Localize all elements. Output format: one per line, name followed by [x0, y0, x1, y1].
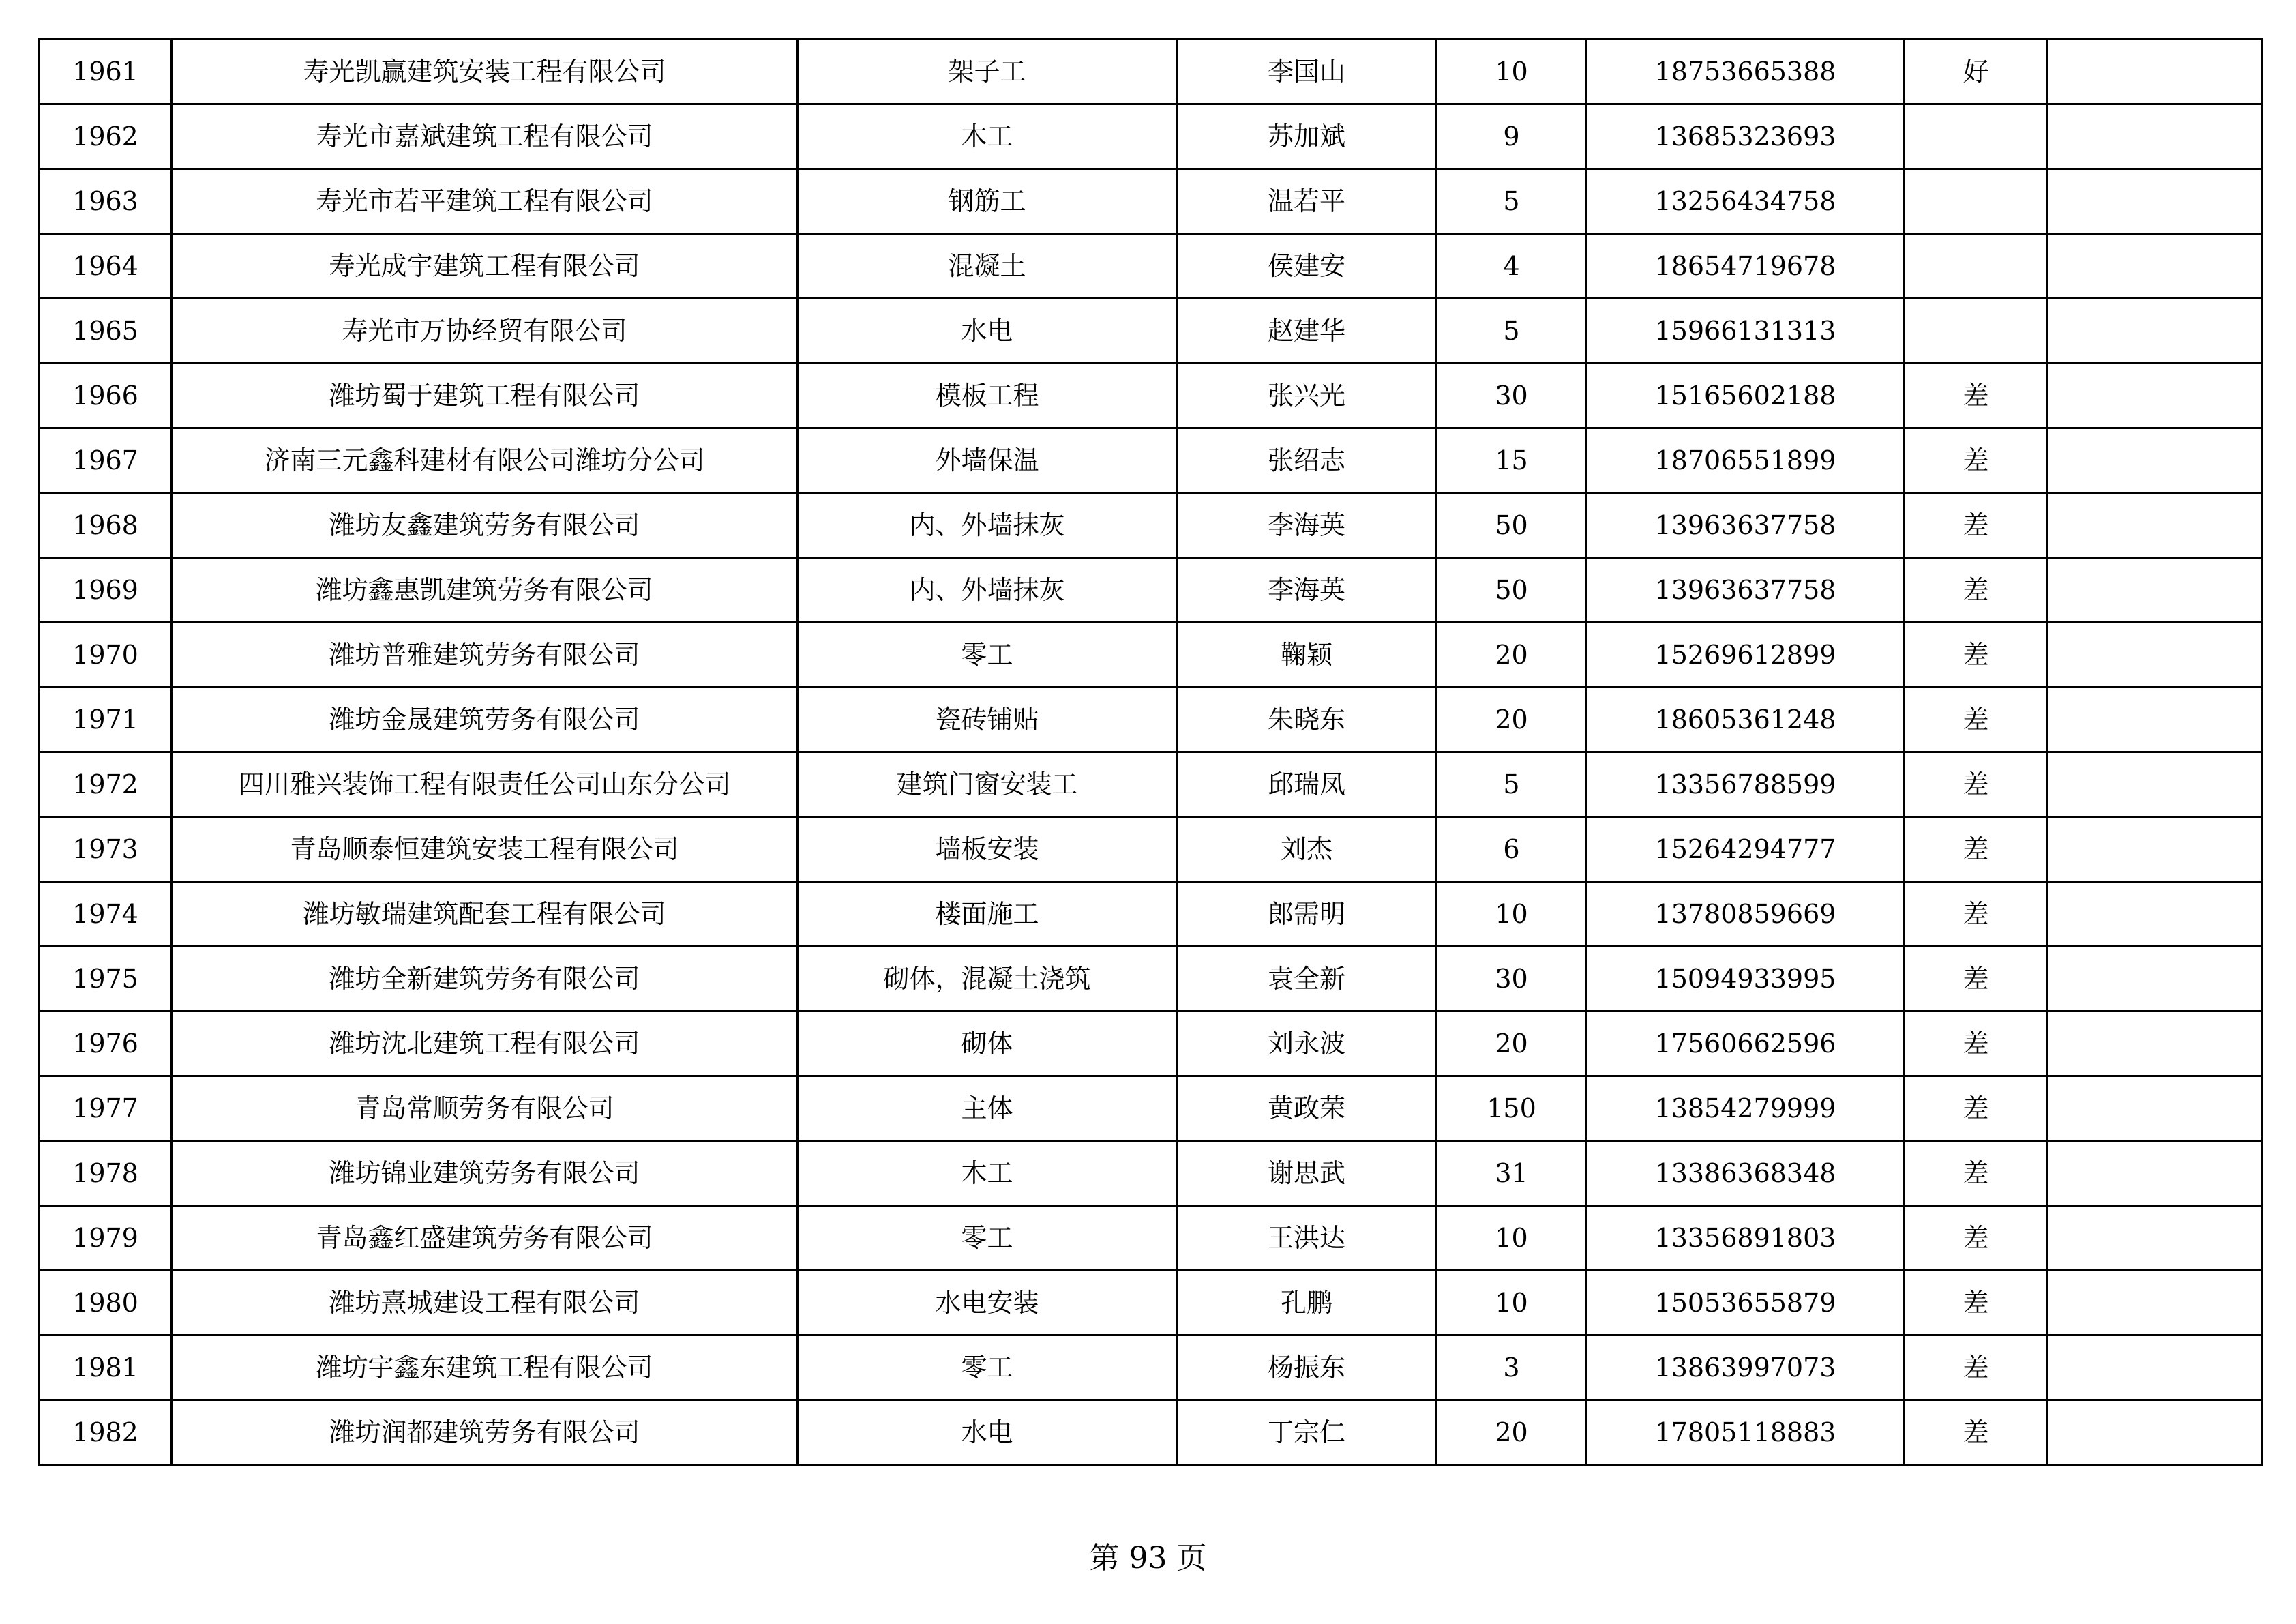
note-cell	[2048, 817, 2263, 882]
worker-count-cell: 5	[1437, 169, 1587, 234]
rating-cell: 差	[1905, 1012, 2048, 1076]
note-cell	[2048, 1141, 2263, 1206]
company-name-cell: 寿光市若平建筑工程有限公司	[172, 169, 798, 234]
contact-person-cell: 李海英	[1177, 493, 1437, 558]
rating-cell: 差	[1905, 947, 2048, 1012]
company-name-cell: 寿光市嘉斌建筑工程有限公司	[172, 104, 798, 169]
company-name-cell: 潍坊敏瑞建筑配套工程有限公司	[172, 882, 798, 947]
note-cell	[2048, 1271, 2263, 1335]
phone-number-cell: 13685323693	[1587, 104, 1905, 169]
trade-cell: 水电	[798, 299, 1177, 364]
trade-cell: 楼面施工	[798, 882, 1177, 947]
table-row	[40, 169, 2263, 234]
table-row	[40, 299, 2263, 364]
table-row	[40, 428, 2263, 493]
worker-count-cell: 9	[1437, 104, 1587, 169]
rating-cell: 好	[1905, 40, 2048, 104]
worker-count-cell: 20	[1437, 623, 1587, 688]
row-number-cell: 1971	[40, 688, 172, 752]
worker-count-cell: 10	[1437, 40, 1587, 104]
contact-person-cell: 温若平	[1177, 169, 1437, 234]
company-name-cell: 四川雅兴装饰工程有限责任公司山东分公司	[172, 752, 798, 817]
worker-count-cell: 15	[1437, 428, 1587, 493]
note-cell	[2048, 882, 2263, 947]
rating-cell: 差	[1905, 623, 2048, 688]
contact-person-cell: 李海英	[1177, 558, 1437, 623]
contact-person-cell: 李国山	[1177, 40, 1437, 104]
table-body	[40, 40, 2263, 1465]
phone-number-cell: 15053655879	[1587, 1271, 1905, 1335]
table-row	[40, 364, 2263, 428]
row-number-cell: 1961	[40, 40, 172, 104]
company-name-cell: 潍坊宇鑫东建筑工程有限公司	[172, 1335, 798, 1400]
trade-cell: 内、外墙抹灰	[798, 558, 1177, 623]
phone-number-cell: 15966131313	[1587, 299, 1905, 364]
row-number-cell: 1974	[40, 882, 172, 947]
worker-count-cell: 50	[1437, 558, 1587, 623]
contact-person-cell: 刘杰	[1177, 817, 1437, 882]
trade-cell: 内、外墙抹灰	[798, 493, 1177, 558]
row-number-cell: 1967	[40, 428, 172, 493]
note-cell	[2048, 558, 2263, 623]
rating-cell: 差	[1905, 817, 2048, 882]
note-cell	[2048, 169, 2263, 234]
contact-person-cell: 张绍志	[1177, 428, 1437, 493]
worker-count-cell: 20	[1437, 1400, 1587, 1465]
row-number-cell: 1978	[40, 1141, 172, 1206]
row-number-cell: 1964	[40, 234, 172, 299]
contact-person-cell: 黄政荣	[1177, 1076, 1437, 1141]
worker-count-cell: 10	[1437, 1271, 1587, 1335]
row-number-cell: 1965	[40, 299, 172, 364]
company-name-cell: 潍坊普雅建筑劳务有限公司	[172, 623, 798, 688]
worker-count-cell: 5	[1437, 299, 1587, 364]
note-cell	[2048, 234, 2263, 299]
rating-cell	[1905, 104, 2048, 169]
trade-cell: 零工	[798, 623, 1177, 688]
rating-cell: 差	[1905, 428, 2048, 493]
rating-cell: 差	[1905, 1141, 2048, 1206]
phone-number-cell: 18753665388	[1587, 40, 1905, 104]
note-cell	[2048, 493, 2263, 558]
worker-count-cell: 5	[1437, 752, 1587, 817]
company-name-cell: 青岛顺泰恒建筑安装工程有限公司	[172, 817, 798, 882]
phone-number-cell: 13356891803	[1587, 1206, 1905, 1271]
table-row	[40, 947, 2263, 1012]
rating-cell: 差	[1905, 1206, 2048, 1271]
note-cell	[2048, 752, 2263, 817]
row-number-cell: 1963	[40, 169, 172, 234]
document-sheet	[38, 38, 2261, 1466]
trade-cell: 零工	[798, 1206, 1177, 1271]
company-name-cell: 寿光凯赢建筑安装工程有限公司	[172, 40, 798, 104]
table-row	[40, 558, 2263, 623]
rating-cell: 差	[1905, 558, 2048, 623]
row-number-cell: 1970	[40, 623, 172, 688]
contact-person-cell: 朱晓东	[1177, 688, 1437, 752]
row-number-cell: 1977	[40, 1076, 172, 1141]
table-row	[40, 234, 2263, 299]
contact-person-cell: 鞠颖	[1177, 623, 1437, 688]
phone-number-cell: 15094933995	[1587, 947, 1905, 1012]
row-number-cell: 1972	[40, 752, 172, 817]
note-cell	[2048, 623, 2263, 688]
rating-cell: 差	[1905, 1271, 2048, 1335]
worker-count-cell: 6	[1437, 817, 1587, 882]
phone-number-cell: 13863997073	[1587, 1335, 1905, 1400]
phone-number-cell: 17805118883	[1587, 1400, 1905, 1465]
rating-cell	[1905, 234, 2048, 299]
table-row	[40, 623, 2263, 688]
trade-cell: 模板工程	[798, 364, 1177, 428]
worker-count-cell: 20	[1437, 688, 1587, 752]
note-cell	[2048, 1400, 2263, 1465]
rating-cell: 差	[1905, 1076, 2048, 1141]
trade-cell: 主体	[798, 1076, 1177, 1141]
trade-cell: 零工	[798, 1335, 1177, 1400]
phone-number-cell: 13854279999	[1587, 1076, 1905, 1141]
phone-number-cell: 18605361248	[1587, 688, 1905, 752]
phone-number-cell: 15264294777	[1587, 817, 1905, 882]
rating-cell: 差	[1905, 1335, 2048, 1400]
row-number-cell: 1980	[40, 1271, 172, 1335]
trade-cell: 木工	[798, 1141, 1177, 1206]
trade-cell: 建筑门窗安装工	[798, 752, 1177, 817]
phone-number-cell: 13963637758	[1587, 558, 1905, 623]
trade-cell: 水电安装	[798, 1271, 1177, 1335]
note-cell	[2048, 364, 2263, 428]
row-number-cell: 1976	[40, 1012, 172, 1076]
phone-number-cell: 18654719678	[1587, 234, 1905, 299]
table-row	[40, 1206, 2263, 1271]
table-row	[40, 1335, 2263, 1400]
company-name-cell: 青岛常顺劳务有限公司	[172, 1076, 798, 1141]
contact-person-cell: 赵建华	[1177, 299, 1437, 364]
trade-cell: 钢筋工	[798, 169, 1177, 234]
contact-person-cell: 刘永波	[1177, 1012, 1437, 1076]
company-name-cell: 潍坊鑫惠凯建筑劳务有限公司	[172, 558, 798, 623]
rating-cell	[1905, 169, 2048, 234]
company-name-cell: 潍坊金晟建筑劳务有限公司	[172, 688, 798, 752]
table-row	[40, 688, 2263, 752]
company-name-cell: 寿光市万协经贸有限公司	[172, 299, 798, 364]
worker-count-cell: 31	[1437, 1141, 1587, 1206]
rating-cell: 差	[1905, 493, 2048, 558]
table-row	[40, 493, 2263, 558]
trade-cell: 墙板安装	[798, 817, 1177, 882]
contact-person-cell: 丁宗仁	[1177, 1400, 1437, 1465]
contact-person-cell: 郎需明	[1177, 882, 1437, 947]
contact-person-cell: 孔鹏	[1177, 1271, 1437, 1335]
trade-cell: 水电	[798, 1400, 1177, 1465]
worker-count-cell: 20	[1437, 1012, 1587, 1076]
rating-cell: 差	[1905, 882, 2048, 947]
company-name-cell: 潍坊全新建筑劳务有限公司	[172, 947, 798, 1012]
worker-count-cell: 10	[1437, 882, 1587, 947]
row-number-cell: 1981	[40, 1335, 172, 1400]
rating-cell: 差	[1905, 364, 2048, 428]
table-row	[40, 752, 2263, 817]
note-cell	[2048, 688, 2263, 752]
row-number-cell: 1973	[40, 817, 172, 882]
table-row	[40, 40, 2263, 104]
note-cell	[2048, 104, 2263, 169]
worker-count-cell: 30	[1437, 947, 1587, 1012]
trade-cell: 砌体	[798, 1012, 1177, 1076]
company-name-cell: 潍坊熹城建设工程有限公司	[172, 1271, 798, 1335]
company-name-cell: 青岛鑫红盛建筑劳务有限公司	[172, 1206, 798, 1271]
row-number-cell: 1962	[40, 104, 172, 169]
rating-cell: 差	[1905, 1400, 2048, 1465]
worker-count-cell: 150	[1437, 1076, 1587, 1141]
table-row	[40, 1012, 2263, 1076]
rating-cell: 差	[1905, 752, 2048, 817]
trade-cell: 砌体，混凝土浇筑	[798, 947, 1177, 1012]
trade-cell: 木工	[798, 104, 1177, 169]
note-cell	[2048, 1206, 2263, 1271]
note-cell	[2048, 1012, 2263, 1076]
phone-number-cell: 13963637758	[1587, 493, 1905, 558]
note-cell	[2048, 40, 2263, 104]
note-cell	[2048, 1076, 2263, 1141]
company-name-cell: 潍坊蜀于建筑工程有限公司	[172, 364, 798, 428]
row-number-cell: 1975	[40, 947, 172, 1012]
phone-number-cell: 15269612899	[1587, 623, 1905, 688]
phone-number-cell: 13356788599	[1587, 752, 1905, 817]
trade-cell: 架子工	[798, 40, 1177, 104]
table-row	[40, 104, 2263, 169]
contact-person-cell: 侯建安	[1177, 234, 1437, 299]
row-number-cell: 1969	[40, 558, 172, 623]
worker-count-cell: 30	[1437, 364, 1587, 428]
worker-count-cell: 10	[1437, 1206, 1587, 1271]
row-number-cell: 1979	[40, 1206, 172, 1271]
phone-number-cell: 13386368348	[1587, 1141, 1905, 1206]
table-row	[40, 817, 2263, 882]
note-cell	[2048, 1335, 2263, 1400]
rating-cell: 差	[1905, 688, 2048, 752]
rating-cell	[1905, 299, 2048, 364]
page-number: 第 93 页	[1089, 1541, 1207, 1576]
company-name-cell: 潍坊友鑫建筑劳务有限公司	[172, 493, 798, 558]
table-row	[40, 1271, 2263, 1335]
table-row	[40, 1141, 2263, 1206]
company-name-cell: 潍坊沈北建筑工程有限公司	[172, 1012, 798, 1076]
company-name-cell: 潍坊润都建筑劳务有限公司	[172, 1400, 798, 1465]
row-number-cell: 1968	[40, 493, 172, 558]
note-cell	[2048, 428, 2263, 493]
contact-person-cell: 杨振东	[1177, 1335, 1437, 1400]
contact-person-cell: 谢思武	[1177, 1141, 1437, 1206]
table-row	[40, 882, 2263, 947]
phone-number-cell: 15165602188	[1587, 364, 1905, 428]
trade-cell: 外墙保温	[798, 428, 1177, 493]
trade-cell: 混凝土	[798, 234, 1177, 299]
phone-number-cell: 13256434758	[1587, 169, 1905, 234]
note-cell	[2048, 299, 2263, 364]
phone-number-cell: 13780859669	[1587, 882, 1905, 947]
contact-person-cell: 苏加斌	[1177, 104, 1437, 169]
contact-person-cell: 张兴光	[1177, 364, 1437, 428]
worker-count-cell: 4	[1437, 234, 1587, 299]
table-row	[40, 1076, 2263, 1141]
company-name-cell: 潍坊锦业建筑劳务有限公司	[172, 1141, 798, 1206]
contact-person-cell: 邱瑞凤	[1177, 752, 1437, 817]
phone-number-cell: 17560662596	[1587, 1012, 1905, 1076]
note-cell	[2048, 947, 2263, 1012]
phone-number-cell: 18706551899	[1587, 428, 1905, 493]
row-number-cell: 1966	[40, 364, 172, 428]
company-name-cell: 寿光成宇建筑工程有限公司	[172, 234, 798, 299]
subcontractor-table	[38, 38, 2263, 1466]
trade-cell: 瓷砖铺贴	[798, 688, 1177, 752]
contact-person-cell: 王洪达	[1177, 1206, 1437, 1271]
worker-count-cell: 50	[1437, 493, 1587, 558]
table-row	[40, 1400, 2263, 1465]
company-name-cell: 济南三元鑫科建材有限公司潍坊分公司	[172, 428, 798, 493]
contact-person-cell: 袁全新	[1177, 947, 1437, 1012]
worker-count-cell: 3	[1437, 1335, 1587, 1400]
row-number-cell: 1982	[40, 1400, 172, 1465]
